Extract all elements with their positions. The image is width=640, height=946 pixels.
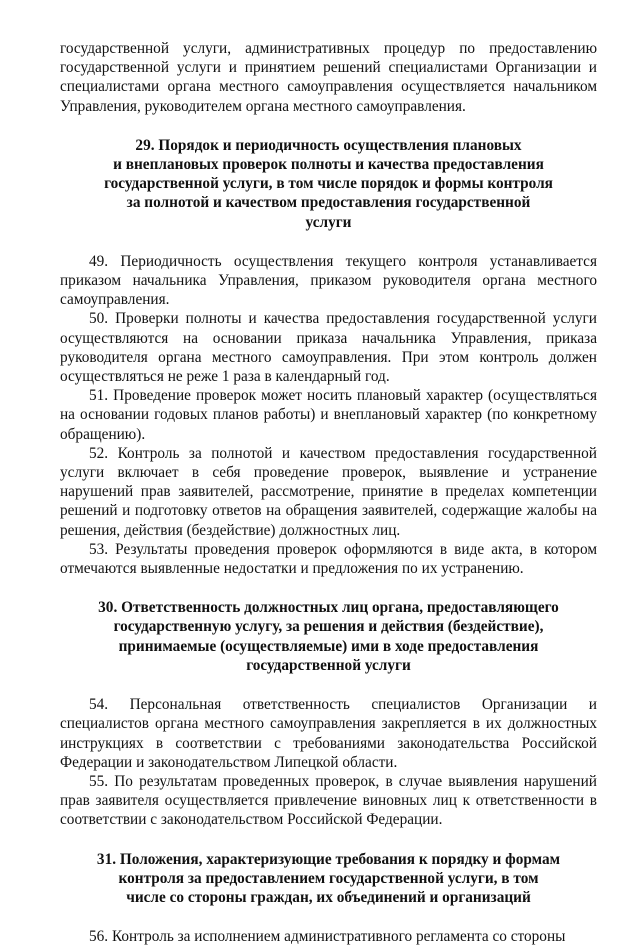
spacer	[60, 907, 597, 927]
section-29-heading	[60, 136, 597, 232]
paragraph-55: 55. По результатам проведенных проверок, в случае выявления нарушений прав заявителя осуществляется привлечение виновных лиц к ответственности в соответствии с законодательством Российской Федерации.	[60, 772, 597, 829]
section-29	[60, 136, 597, 578]
document-page	[60, 39, 597, 946]
heading-line: контроля за предоставлением государственной услуги, в том	[118, 869, 539, 887]
heading-line: услуги	[305, 213, 352, 231]
section-31	[60, 850, 597, 946]
paragraph-54: 54. Персональная ответственность специалистов Организации и специалистов органа местного самоуправления закрепляется в их должностных инструкциях в соответствии с требованиями законодательства Российской Федерации и законодательством Липецкой области.	[60, 696, 597, 771]
heading-line: 29. Порядок и периодичность осуществления плановых	[135, 136, 522, 154]
section-30	[60, 598, 597, 829]
spacer	[60, 578, 597, 598]
section-31-heading	[60, 850, 597, 908]
heading-line: 30. Ответственность должностных лиц органа, предоставляющего	[98, 599, 559, 617]
spacer	[60, 830, 597, 850]
heading-line: и внеплановых проверок полноты и качества предоставления	[113, 156, 544, 174]
heading-line: 31. Положения, характеризующие требования к порядку и формам	[96, 850, 561, 868]
paragraph-52: 52. Контроль за полнотой и качеством предоставления государственной услуги включает в себя проведение проверок, выявление и устранение нарушений прав заявителей, рассмотрение, принятие в пределах компетенции решений и подготовку ответов на обращения заявителей, содержащие жалобы на решения, действия (бездействие) должностных лиц.	[60, 444, 597, 539]
heading-line: государственной услуги	[246, 656, 411, 674]
spacer	[60, 232, 597, 252]
heading-line: за полнотой и качеством предоставления государственной	[126, 194, 531, 212]
heading-line: принимаемые (осуществляемые) ими в ходе предоставления	[118, 637, 539, 655]
spacer	[60, 116, 597, 136]
section-30-heading	[60, 598, 597, 675]
heading-line: государственную услугу, за решения и действия (бездействие),	[113, 618, 544, 636]
paragraph-53: 53. Результаты проведения проверок оформляются в виде акта, в котором отмечаются выявленные недостатки и предложения по их устранению.	[60, 540, 597, 578]
paragraph-49: 49. Периодичность осуществления текущего контроля устанавливается приказом начальника Управления, приказом руководителя органа местного самоуправления.	[60, 252, 597, 309]
paragraph-50: 50. Проверки полноты и качества предоставления государственной услуги осуществляются на основании приказа начальника Управления, приказа руководителя органа местного самоуправления. При этом контроль должен осуществляться не реже 1 раза в календарный год.	[60, 310, 597, 386]
heading-line: государственной услуги, в том числе порядок и формы контроля	[104, 175, 553, 193]
paragraph-51: 51. Проведение проверок может носить плановый характер (осуществляться на основании годовых планов работы) и внеплановый характер (по конкретному обращению).	[60, 387, 597, 443]
paragraph-56: 56. Контроль за исполнением административного регламента со стороны	[89, 928, 566, 946]
spacer	[60, 675, 597, 695]
heading-line: числе со стороны граждан, их объединений и организаций	[126, 888, 531, 906]
intro-paragraph: государственной услуги, административных процедур по предоставлению государственной услуги и принятием решений специалистами Организации и специалистами органа местного самоуправления осуществляется начальником Управления, руководителем органа местного самоуправления.	[60, 40, 597, 115]
